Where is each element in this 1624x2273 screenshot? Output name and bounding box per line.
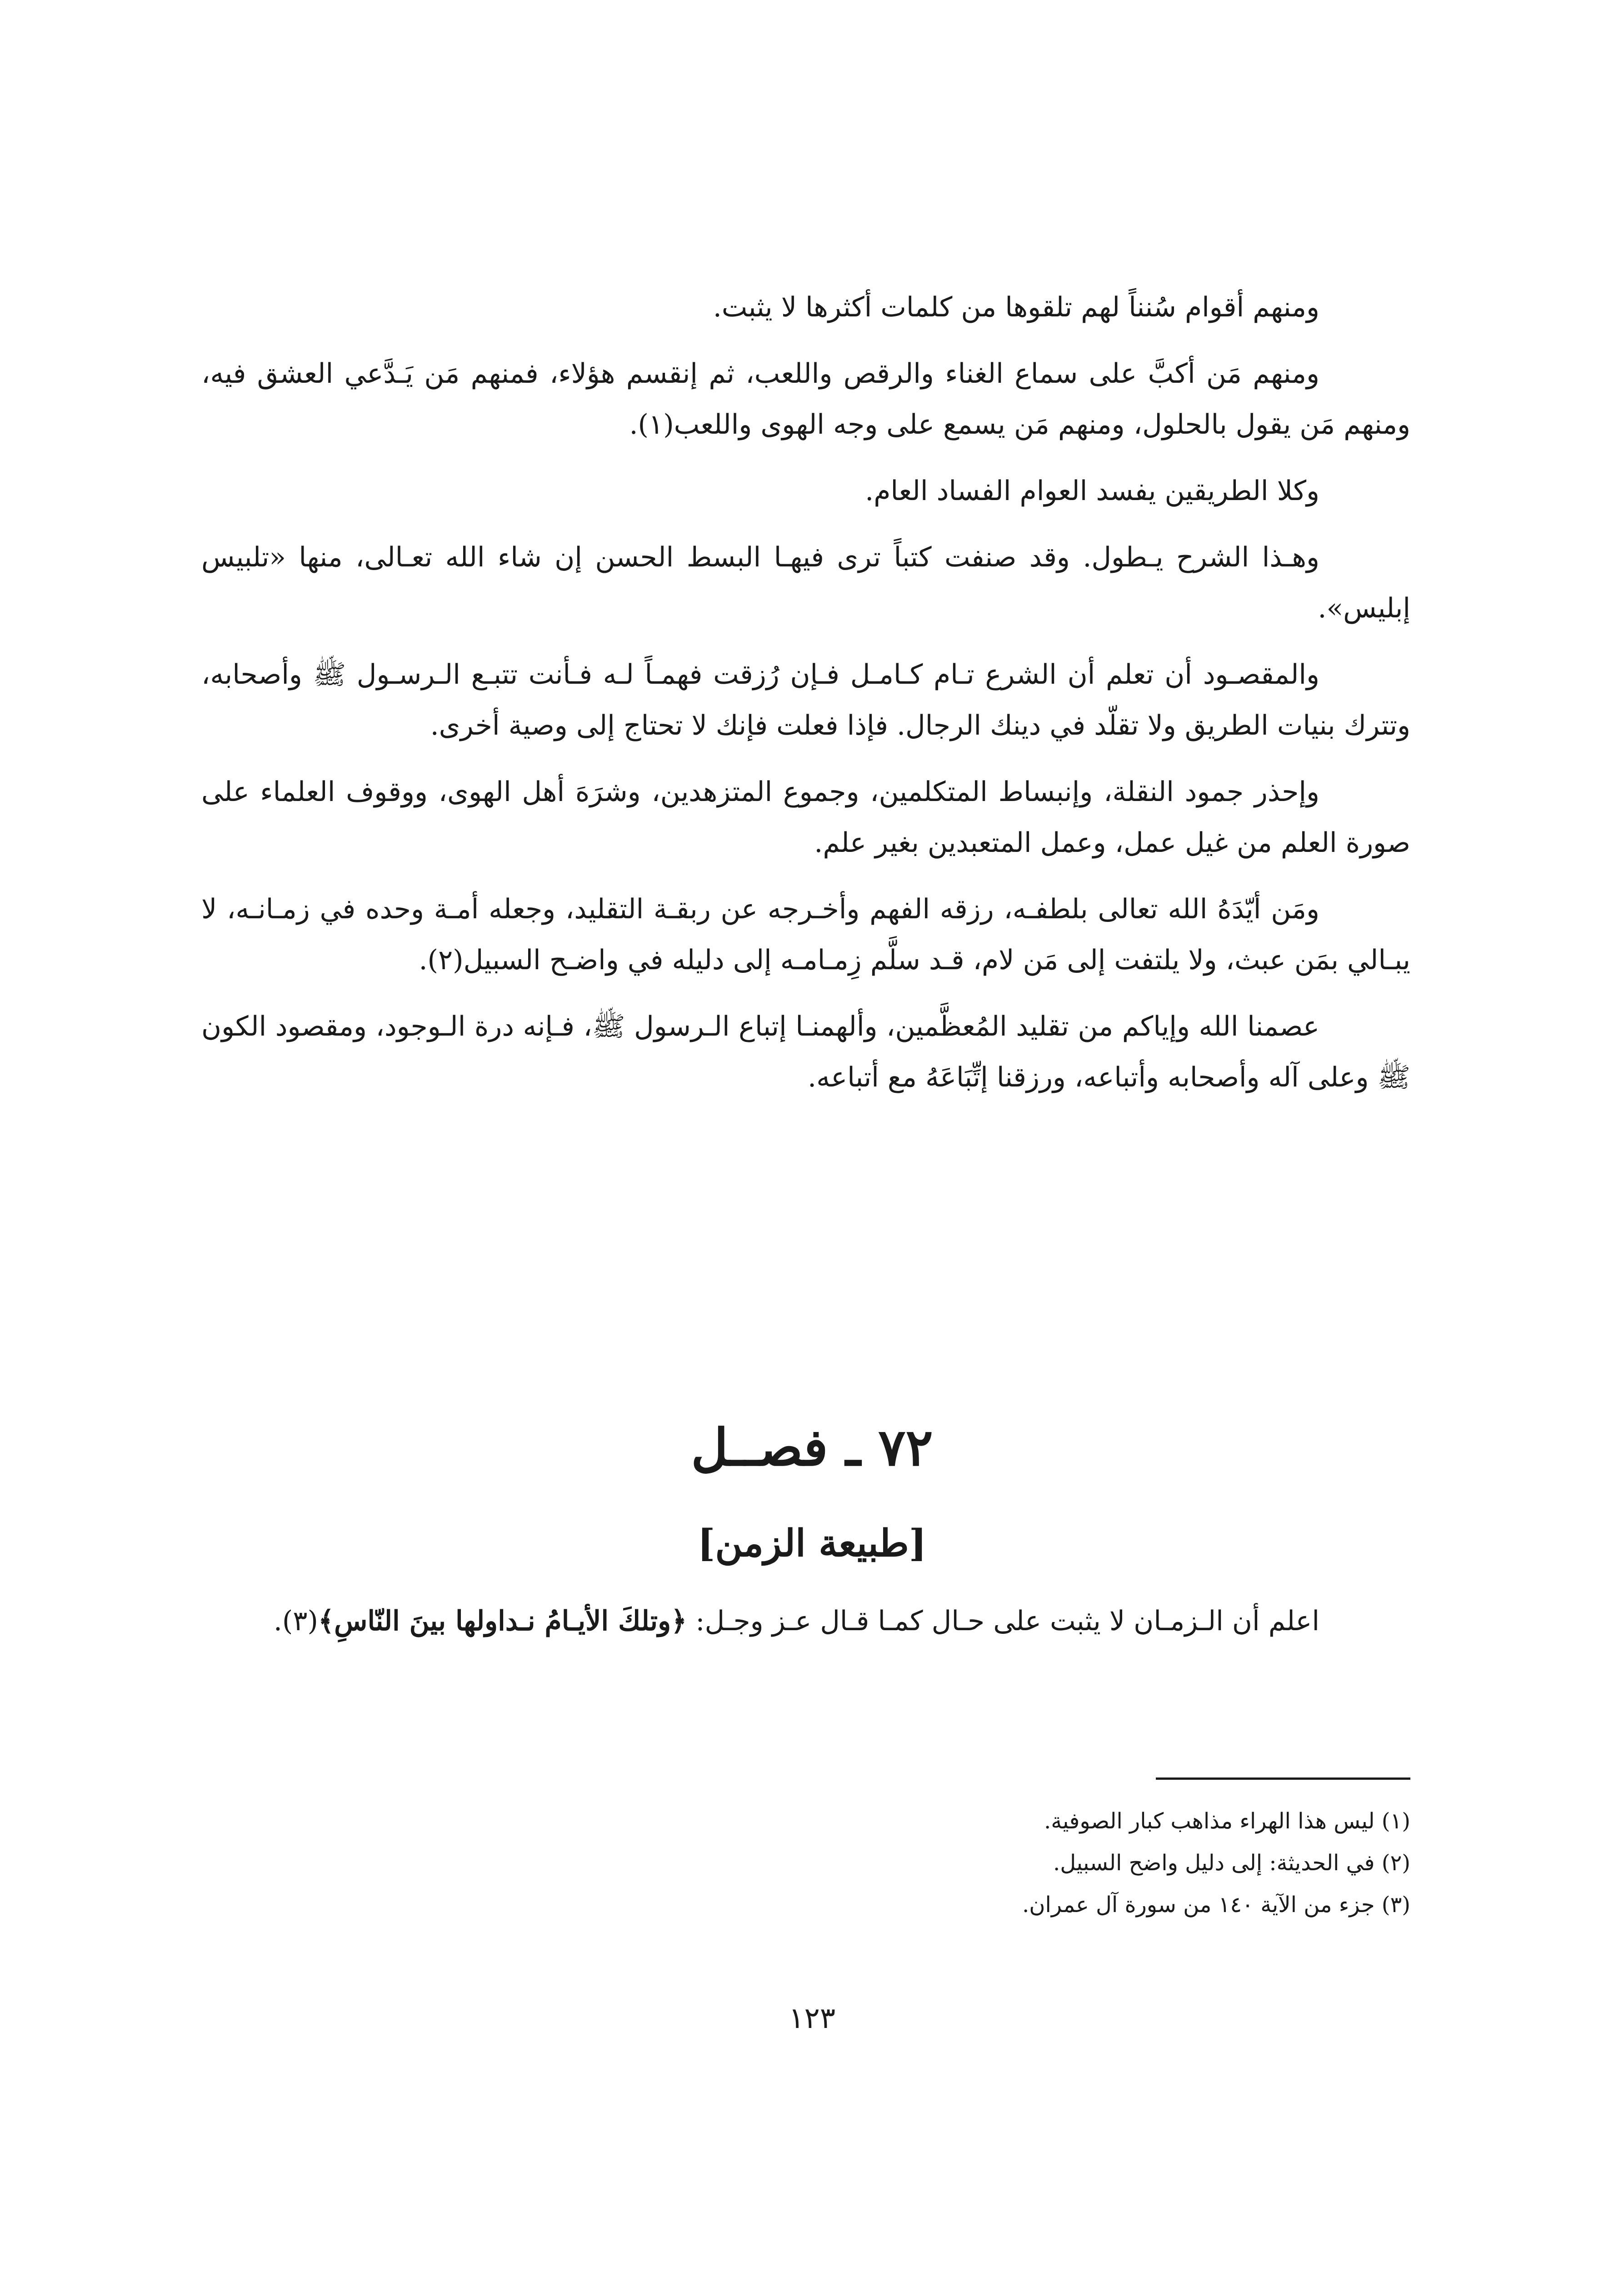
paragraph-5: والمقصـود أن تعلم أن الشرع تـام كـامـل فـإن رُزقت فهمـاً لـه فـأنت تتبـع الـرسـول ﷺ وأصحابه، وتترك بنيات الطريق ولا تقلّد في دينك الرجال. فإذا فعلت فإنك لا تحتاج إلى وصية أخرى.	[201, 659, 1410, 741]
paragraph-6: وإحذر جمود النقلة، وإنبساط المتكلمين، وجموع المتزهدين، وشرَهَ أهل الهوى، ووقوف العلماء على صورة العلم من غيل عمل، وعمل المتعبدين بغير علم.	[201, 776, 1410, 859]
paragraph-7: ومَن أيّدَهُ الله تعالى بلطفـه، رزقه الفهم وأخـرجه عن ربقـة التقليد، وجعله أمـة وحده في زمـانـه، لا يبـالي بمَن عبث، ولا يلتفت إلى مَن لام، قـد سلَّم زِمـامـه إلى دليله في واضـح السبيل(٢).	[201, 893, 1410, 976]
footnote-2: (٢) في الحديثة: إلى دليل واضح السبيل.	[1053, 1850, 1410, 1876]
paragraph-3: وكلا الطريقين يفسد العوام الفساد العام.	[865, 475, 1319, 507]
footnote-1: (١) ليس هذا الهراء مذاهب كبار الصوفية.	[1044, 1808, 1410, 1834]
main-text-block	[201, 282, 1410, 1118]
paragraph-8: عصمنا الله وإياكم من تقليد المُعظَّمين، وألهمنـا إتباع الـرسول ﷺ، فـإنه درة الـوجود، ومقصود الكون ﷺ وعلى آله وأصحابه وأتباعه، ورزقنا إتِّبَاعَهُ مع أتباعه.	[201, 1011, 1410, 1093]
section-title: [طبيعة الزمن]	[697, 1522, 927, 1565]
section-paragraph	[201, 1596, 1410, 1647]
section-number-heading: ٧٢ ـ فصــل	[691, 1418, 933, 1477]
footnotes	[774, 1800, 1410, 1926]
paragraph-4: وهـذا الشرح يـطول. وقد صنفت كتباً ترى فيهـا البسط الحسن إن شاء الله تعـالى، منها «تلبيس إبليس».	[201, 541, 1410, 624]
paragraph-1: ومنهم أقوام سُنناً لهم تلقوها من كلمات أكثرها لا يثبت.	[713, 291, 1319, 323]
footnote-3: (٣) جزء من الآية ١٤٠ من سورة آل عمران.	[1022, 1892, 1410, 1918]
paragraph-2: ومنهم مَن أكبَّ على سماع الغناء والرقص واللعب، ثم إنقسم هؤلاء، فمنهم مَن يَـدَّعي العشق فيه، ومنهم مَن يقول بالحلول، ومنهم مَن يسمع على وجه الهوى واللعب(١).	[201, 358, 1410, 441]
footnote-divider	[1156, 1777, 1410, 1780]
quran-quote: ﴿وتلكَ الأيـامُ نـداولها بينَ النّاسِ﴾	[318, 1605, 687, 1637]
section-text-before-quran: اعلم أن الـزمـان لا يثبت على حـال كمـا قـال عـز وجـل:	[687, 1605, 1319, 1637]
section-text-after-quran: (٣).	[273, 1605, 318, 1637]
page-number: ١٢٣	[788, 2002, 836, 2035]
